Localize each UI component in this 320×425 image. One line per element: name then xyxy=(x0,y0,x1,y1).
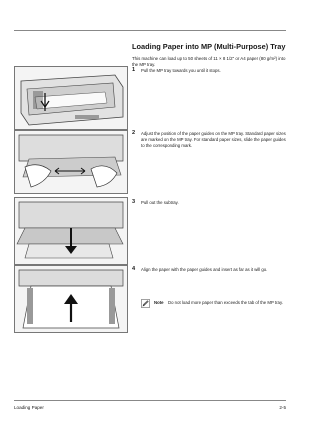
step-2-text: Adjust the position of the paper guides on the MP tray. Standard paper sizes are marked on the MP tray. For standard paper sizes, slide the paper guides to the corresponding mark. xyxy=(141,131,286,148)
step-3-number: 3 xyxy=(132,199,136,205)
paper-guides-drawing xyxy=(15,131,127,193)
section-title: Loading Paper into MP (Multi-Purpose) Tray xyxy=(132,42,286,51)
step-4-text: Align the paper with the paper guides and insert as far as it will go. xyxy=(141,267,268,272)
footer-rule xyxy=(14,400,286,401)
step-3-text: Pull out the subtray. xyxy=(141,200,179,205)
insert-paper-drawing xyxy=(15,266,127,332)
footer-chapter-title: Loading Paper xyxy=(14,405,44,410)
footer-page-number: 2-5 xyxy=(279,405,286,410)
note-text: Do not load more paper than exceeds the tab of the MP tray. xyxy=(168,300,283,305)
step-1-number: 1 xyxy=(132,67,136,73)
note-label: Note xyxy=(154,300,164,305)
subtray-drawing xyxy=(15,198,127,264)
printer-mp-tray-drawing xyxy=(15,67,127,129)
step-4-number: 4 xyxy=(132,266,136,272)
step-2-number: 2 xyxy=(132,130,136,136)
illustration-step-1 xyxy=(14,66,128,130)
pencil-note-icon xyxy=(141,299,150,308)
illustration-step-4 xyxy=(14,265,128,333)
illustration-step-2 xyxy=(14,130,128,194)
header-rule xyxy=(14,30,286,31)
step-1-text: Pull the MP tray towards you until it stops. xyxy=(141,68,221,73)
section-intro: This machine can load up to 50 sheets of 11 × 8 1/2" or A4 paper (80 g/m²) into the MP tray. xyxy=(132,56,286,67)
illustration-step-3 xyxy=(14,197,128,265)
